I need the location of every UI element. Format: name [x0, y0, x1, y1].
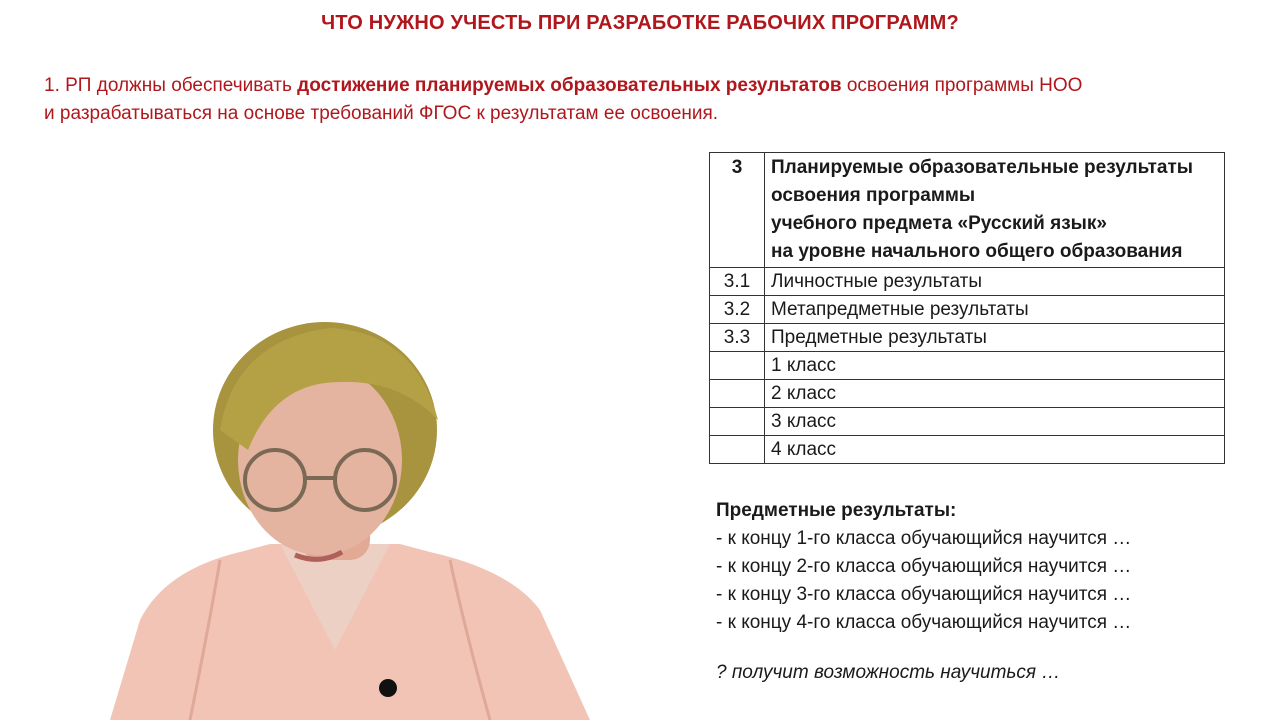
table-row-num [710, 380, 765, 408]
subject-results-block [716, 497, 1131, 637]
table-row-text: Метапредметные результаты [765, 296, 1225, 324]
intro-paragraph [44, 72, 1244, 128]
table-row-num [710, 352, 765, 380]
intro-text-3: и разрабатываться на основе требований ФГОС к результатам ее освоения. [44, 103, 719, 124]
results-item: - к концу 4-го класса обучающийся научится … [716, 612, 1132, 633]
table-row [710, 380, 1225, 408]
slide-title: ЧТО НУЖНО УЧЕСТЬ ПРИ РАЗРАБОТКЕ РАБОЧИХ ПРОГРАММ? [321, 12, 959, 34]
table-row-num [710, 408, 765, 436]
table-row [710, 408, 1225, 436]
table-row-text: 4 класс [765, 436, 1225, 464]
table-row-text: Предметные результаты [765, 324, 1225, 352]
intro-text-1: 1. РП должны обеспечивать [44, 75, 298, 96]
table-header-row [710, 153, 1225, 268]
table-row-num: 3.1 [710, 268, 765, 296]
results-heading: Предметные результаты: [716, 500, 957, 521]
plan-table [709, 152, 1225, 464]
table-row-num: 3.2 [710, 296, 765, 324]
table-row [710, 352, 1225, 380]
presenter-figure [70, 320, 630, 720]
intro-bold-text: достижение планируемых образовательных результатов [297, 75, 842, 96]
table-row-text: 3 класс [765, 408, 1225, 436]
results-item: - к концу 3-го класса обучающийся научится … [716, 584, 1132, 605]
table-header-num: 3 [710, 153, 765, 268]
table-header-line: на уровне начального общего образования [771, 241, 1183, 262]
table-row-text: 1 класс [765, 352, 1225, 380]
table-header-line: учебного предмета «Русский язык» [771, 213, 1107, 234]
results-item: - к концу 2-го класса обучающийся научится … [716, 556, 1132, 577]
table-header-title [765, 153, 1225, 268]
table-row [710, 324, 1225, 352]
table-row [710, 296, 1225, 324]
table-header-line: Планируемые образовательные результаты [771, 157, 1193, 178]
table-row-num: 3.3 [710, 324, 765, 352]
table-row-num [710, 436, 765, 464]
note-text: ? получит возможность научиться … [716, 662, 1061, 683]
table-row [710, 268, 1225, 296]
table-row [710, 436, 1225, 464]
table-row-text: 2 класс [765, 380, 1225, 408]
table-row-text: Личностные результаты [765, 268, 1225, 296]
results-item: - к концу 1-го класса обучающийся научится … [716, 528, 1132, 549]
table-header-line: освоения программы [771, 185, 976, 206]
intro-text-2: освоения программы НОО [841, 75, 1083, 96]
